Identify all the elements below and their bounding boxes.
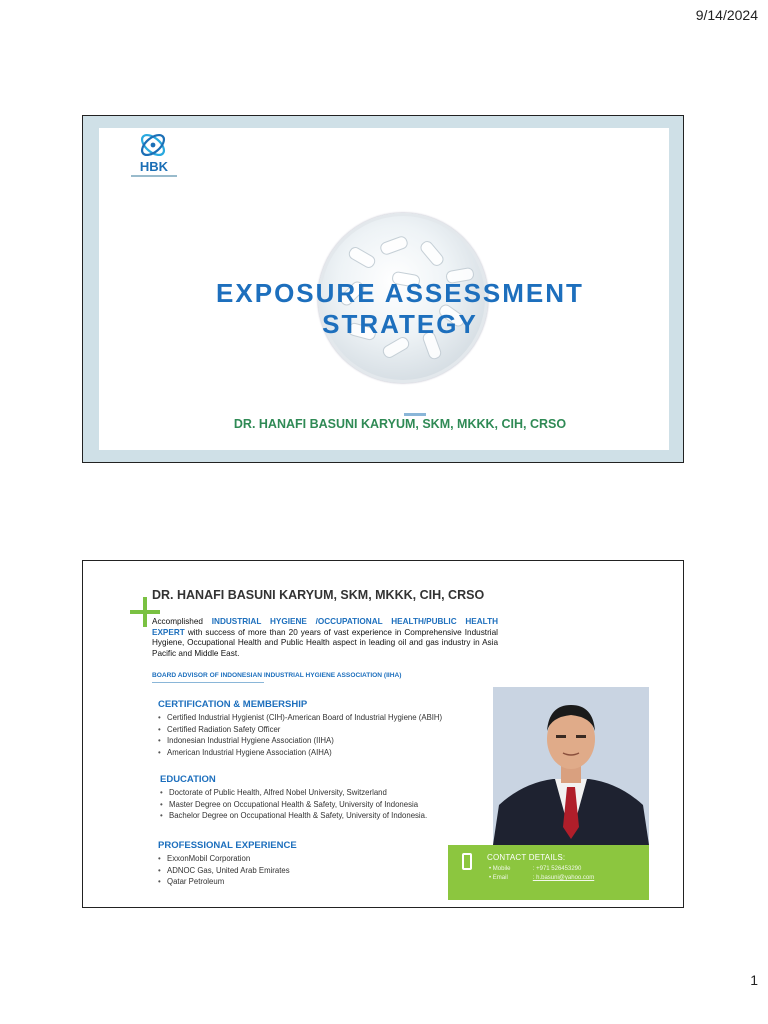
title-line-2: STRATEGY <box>322 309 478 339</box>
hbk-logo <box>125 128 183 182</box>
portrait-photo <box>493 687 649 845</box>
list-item: • Qatar Petroleum <box>158 876 290 888</box>
title-line-1: EXPOSURE ASSESSMENT <box>216 278 584 308</box>
education-title: EDUCATION <box>160 774 216 785</box>
mobile-label: Mobile <box>492 866 511 872</box>
summary-prefix: Accomplished <box>152 617 212 626</box>
experience-title: PROFESSIONAL EXPERIENCE <box>158 840 297 851</box>
profile-slide <box>82 560 684 908</box>
mobile-value: : +971 526453290 <box>532 866 582 872</box>
logo-underline <box>131 175 177 177</box>
advisor-divider <box>152 682 264 683</box>
summary-highlight: INDUSTRIAL HYGIENE /OCCUPATIONAL HEALTH/PUBLIC HEALTH EXPERT <box>152 617 498 637</box>
list-item: • American Industrial Hygiene Association (AIHA) <box>158 747 442 759</box>
contact-details-box <box>448 845 649 900</box>
list-item: • Doctorate of Public Health, Alfred Nobel University, Switzerland <box>160 787 427 799</box>
list-item: • Bachelor Degree on Occupational Health & Safety, University of Indonesia. <box>160 810 427 822</box>
list-item: • ExxonMobil Corporation <box>158 853 290 865</box>
experience-list <box>158 853 290 888</box>
contact-mobile: • Mobile : +971 526453290 <box>489 866 582 872</box>
contact-title: CONTACT DETAILS: <box>487 853 566 862</box>
list-item: • ADNOC Gas, United Arab Emirates <box>158 865 290 877</box>
title-slide-content <box>99 128 669 450</box>
profile-heading: DR. HANAFI BASUNI KARYUM, SKM, MKKK, CIH, CRSO <box>152 588 485 602</box>
phone-icon <box>462 853 472 870</box>
list-item: • Indonesian Industrial Hygiene Association (IIHA) <box>158 735 442 747</box>
hbk-logo-icon <box>138 132 168 158</box>
presentation-title <box>99 278 684 340</box>
page-number: 1 <box>750 972 758 988</box>
list-item: • Certified Radiation Safety Officer <box>158 724 442 736</box>
title-slide <box>82 115 684 463</box>
presenter-accent <box>404 413 426 416</box>
list-item: • Master Degree on Occupational Health & Safety, University of Indonesia <box>160 799 427 811</box>
advisor-role: BOARD ADVISOR OF INDONESIAN INDUSTRIAL HYGIENE ASSOCIATION (IIHA) <box>152 672 402 679</box>
page-date: 9/14/2024 <box>695 7 758 23</box>
presenter-name: DR. HANAFI BASUNI KARYUM, SKM, MKKK, CIH, CRSO <box>233 417 567 431</box>
certification-title: CERTIFICATION & MEMBERSHIP <box>158 699 308 710</box>
profile-summary <box>152 617 498 659</box>
email-link[interactable]: : h.basuni@yahoo.com <box>532 875 595 881</box>
education-list <box>160 787 427 822</box>
contact-email: • Email : h.basuni@yahoo.com <box>489 875 595 881</box>
list-item: • Certified Industrial Hygienist (CIH)-American Board of Industrial Hygiene (ABIH) <box>158 712 442 724</box>
certification-list <box>158 712 442 758</box>
email-label: Email <box>492 875 508 881</box>
logo-text: HBK <box>139 159 169 174</box>
summary-rest: with success of more than 20 years of vast experience in Comprehensive Industrial Hygiene, Occupational Health and Public Health aspect in leading oil and gas industry in Asia Pacific and Middle East. <box>152 627 498 658</box>
